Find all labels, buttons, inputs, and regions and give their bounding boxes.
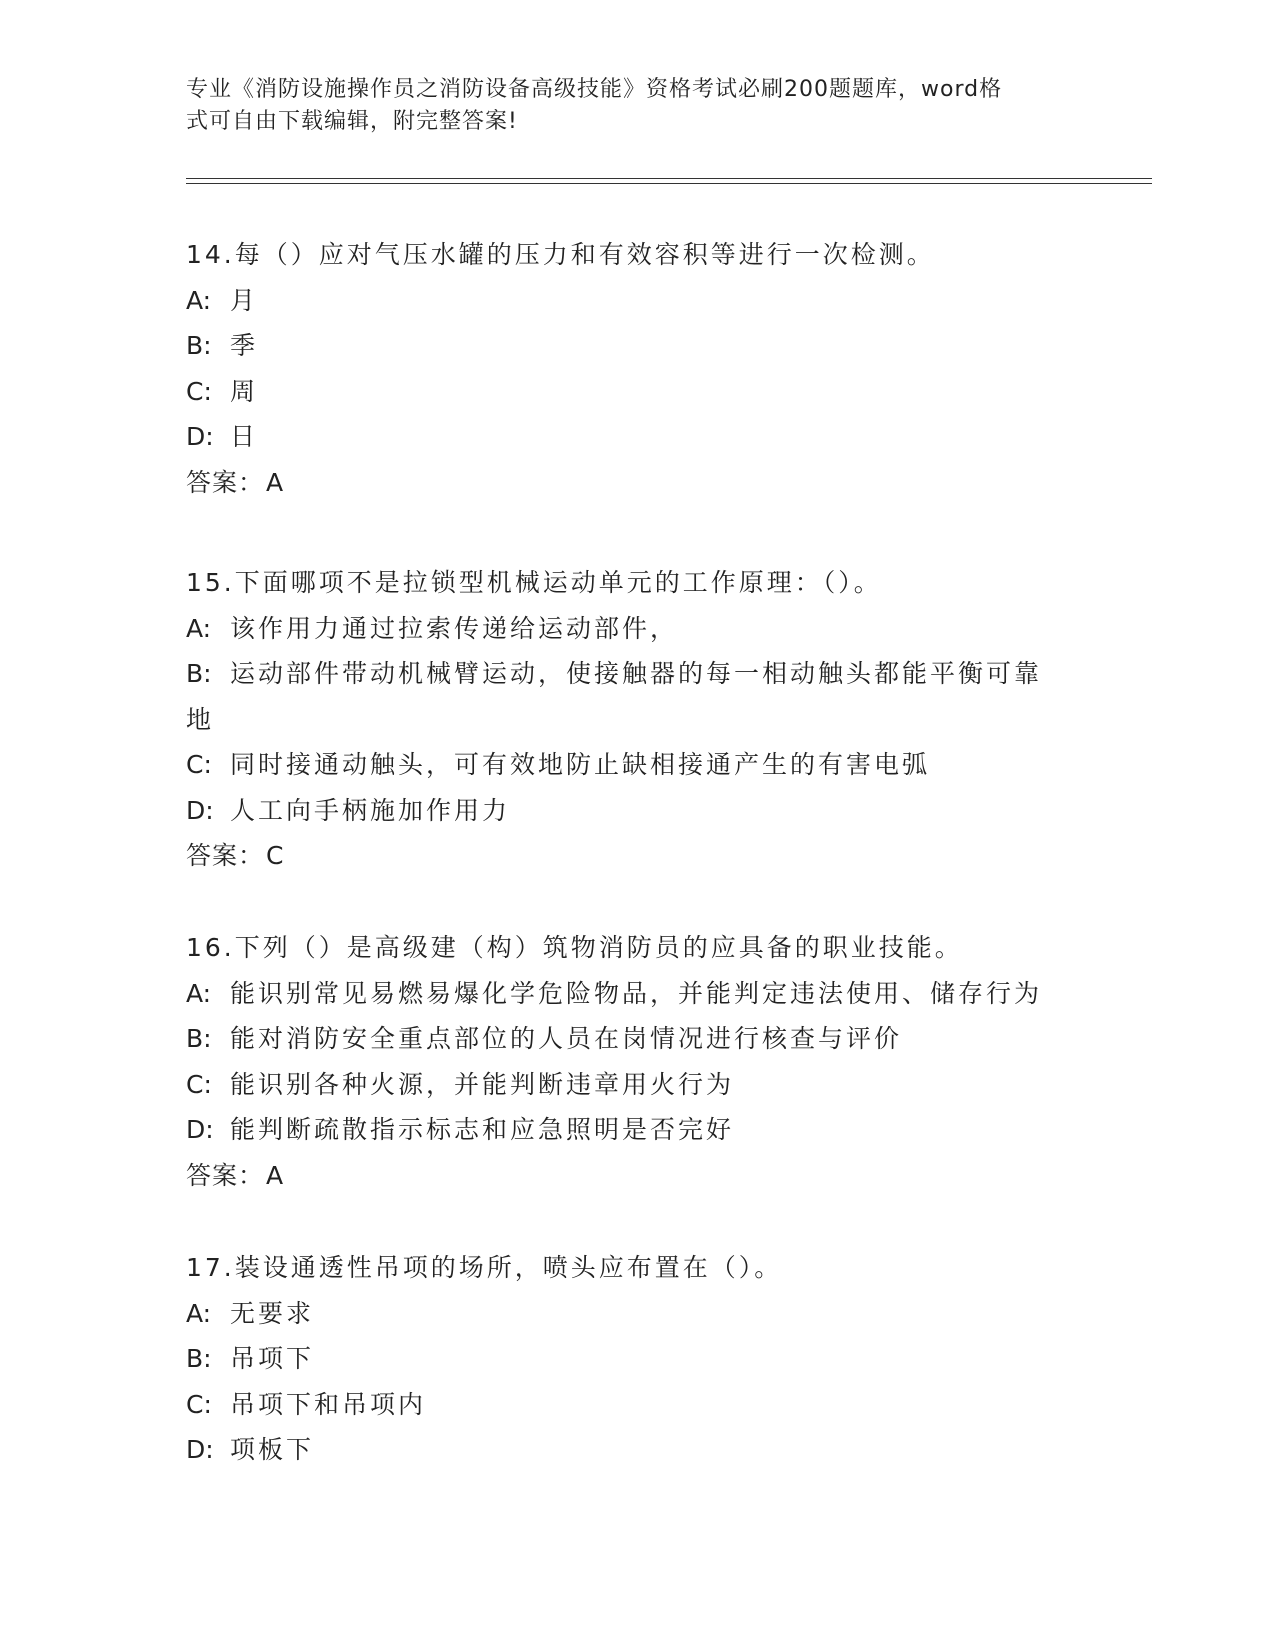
option-text: 吊项下 (230, 1344, 315, 1373)
answer-value: A (266, 1160, 284, 1190)
option-text: 季 (230, 331, 259, 360)
option-b-continuation: 地 (186, 704, 215, 734)
answer-value: C (266, 841, 284, 870)
option-label: A: (186, 613, 212, 643)
option-text: 人工向手柄施加作用力 (230, 795, 511, 825)
option-b (186, 323, 1086, 369)
answer-value: A (266, 467, 284, 497)
option-label: A: (186, 1298, 212, 1328)
question-17 (186, 1245, 1086, 1473)
option-label: C: (186, 1069, 212, 1099)
option-label: A: (186, 978, 212, 1008)
option-text: 能识别常见易燃易爆化学危险物品，并能判定违法使用、储存行为 (230, 978, 1043, 1008)
header-line-2: 式可自由下载编辑，附完整答案! (186, 109, 518, 134)
option-text: 同时接通动触头，可有效地防止缺相接通产生的有害电弧 (230, 750, 931, 779)
option-text: 运动部件带动机械臂运动，使接触器的每一相动触头都能平衡可靠 (230, 659, 1043, 688)
option-b (186, 1336, 1086, 1382)
question-stem: 17.装设通透性吊项的场所，喷头应布置在（）。 (186, 1253, 783, 1282)
answer-line (186, 833, 1086, 879)
option-text: 能对消防安全重点部位的人员在岗情况进行核查与评价 (230, 1024, 903, 1053)
option-c (186, 1062, 1086, 1108)
question-stem: 14.每（）应对气压水罐的压力和有效容积等进行一次检测。 (186, 240, 935, 269)
option-label: C: (186, 376, 212, 406)
option-label: D: (186, 1115, 214, 1144)
option-text: 该作用力通过拉索传递给运动部件， (230, 613, 679, 643)
header-line-1: 专业《消防设施操作员之消防设备高级技能》资格考试必刷200题题库，word格 (186, 77, 1003, 102)
answer-line (186, 460, 1086, 506)
option-text: 无要求 (230, 1298, 315, 1328)
answer-label: 答案： (186, 1160, 265, 1190)
option-label: C: (186, 1389, 212, 1419)
option-text: 能识别各种火源，并能判断违章用火行为 (230, 1069, 735, 1099)
option-label: B: (186, 659, 212, 688)
option-text: 日 (230, 422, 259, 451)
answer-label: 答案： (186, 841, 265, 870)
question-15 (186, 560, 1086, 879)
option-b (186, 651, 1086, 697)
header-divider-bottom (186, 183, 1152, 184)
question-14 (186, 232, 1086, 505)
answer-line (186, 1153, 1086, 1199)
option-a (186, 1291, 1086, 1337)
option-label: D: (186, 422, 214, 451)
option-d (186, 1427, 1086, 1473)
option-b (186, 1016, 1086, 1062)
option-label: A: (186, 285, 212, 315)
option-a (186, 971, 1086, 1017)
option-label: D: (186, 795, 214, 825)
option-text: 能判断疏散指示标志和应急照明是否完好 (230, 1115, 735, 1144)
option-c (186, 742, 1086, 788)
question-16 (186, 925, 1086, 1198)
option-c (186, 369, 1086, 415)
question-stem: 15.下面哪项不是拉锁型机械运动单元的工作原理：（）。 (186, 568, 882, 597)
option-label: B: (186, 331, 212, 360)
option-text: 月 (230, 285, 259, 315)
option-label: D: (186, 1435, 214, 1464)
question-stem: 16.下列（）是高级建（构）筑物消防员的应具备的职业技能。 (186, 933, 963, 962)
option-text: 项板下 (230, 1435, 315, 1464)
option-d (186, 788, 1086, 834)
option-text: 周 (230, 376, 259, 406)
header-divider-top (186, 178, 1152, 179)
option-label: B: (186, 1344, 212, 1373)
option-d (186, 414, 1086, 460)
option-c (186, 1382, 1086, 1428)
option-d (186, 1107, 1086, 1153)
answer-label: 答案： (186, 467, 265, 497)
option-label: B: (186, 1024, 212, 1053)
option-label: C: (186, 750, 212, 779)
option-text: 吊项下和吊项内 (230, 1389, 427, 1419)
option-a (186, 278, 1086, 324)
document-header (186, 74, 1066, 138)
option-a (186, 606, 1086, 652)
